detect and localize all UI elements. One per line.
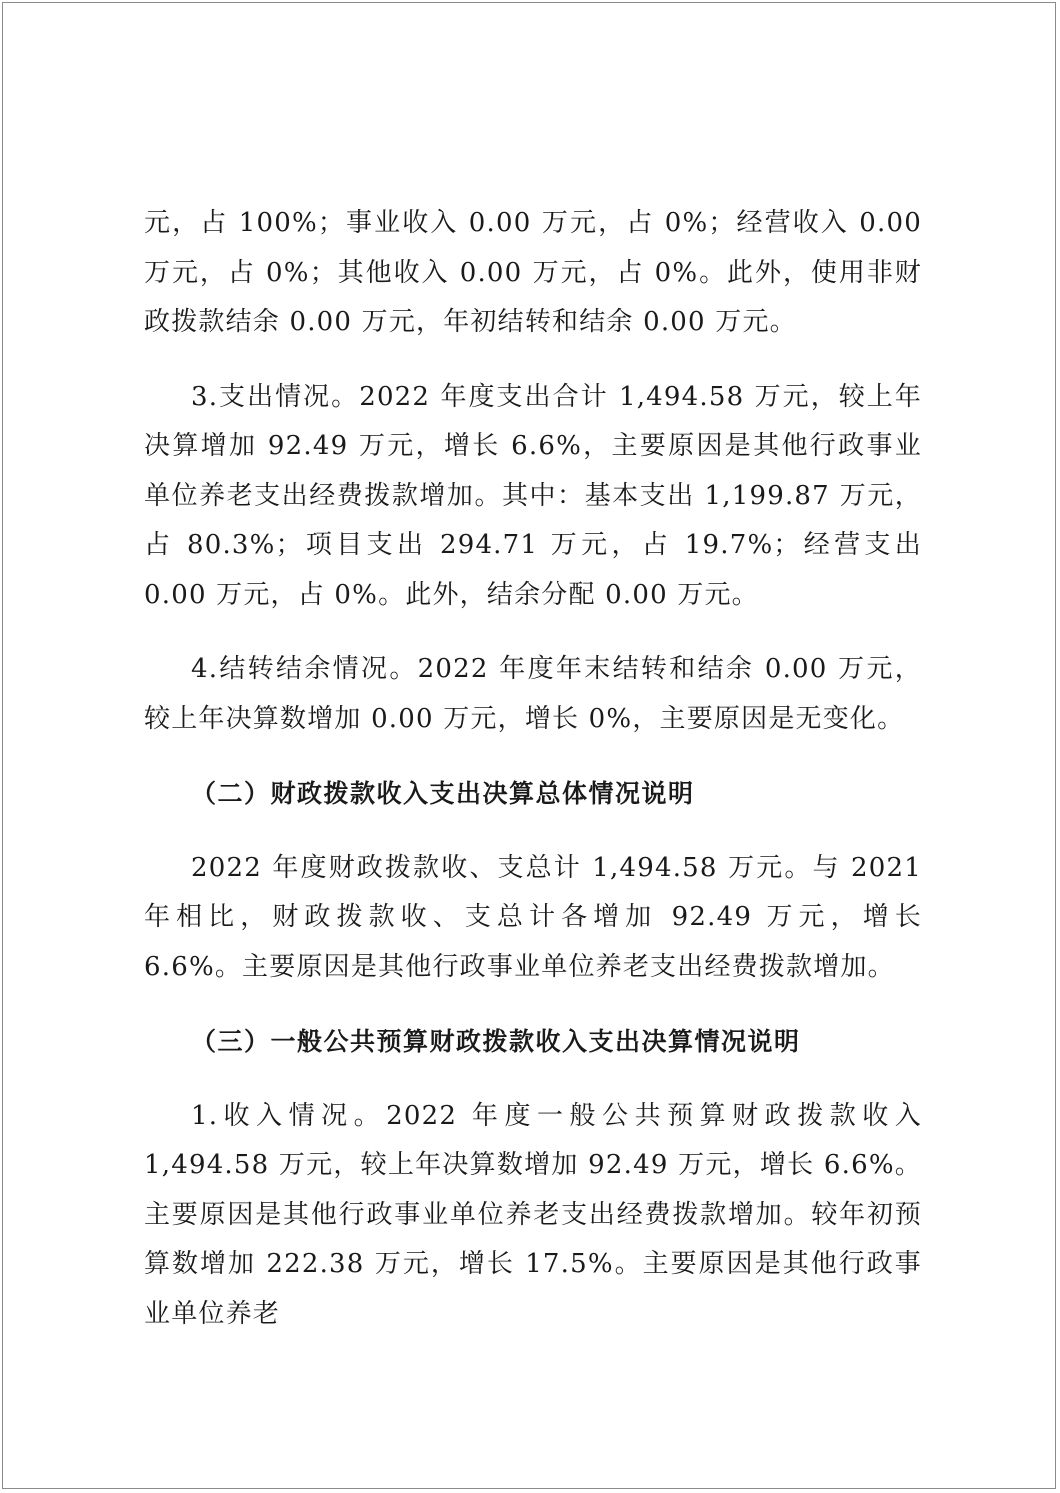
document-body <box>144 199 922 1364</box>
paragraph-income-continued: 元，占 100%；事业收入 0.00 万元，占 0%；经营收入 0.00 万元，占 0%；其他收入 0.00 万元，占 0%。此外，使用非财政拨款结余 0.00 万元，年初结转和结余 0.00 万元。 <box>144 208 922 337</box>
paragraph-fiscal-overall: 2022 年度财政拨款收、支总计 1,494.58 万元。与 2021 年相比，财政拨款收、支总计各增加 92.49 万元，增长 6.6%。主要原因是其他行政事业单位养老支出经费拨款增加。 <box>144 852 922 982</box>
paragraph-general-budget-income: 1.收入情况。2022 年度一般公共预算财政拨款收入 1,494.58 万元，较上年决算数增加 92.49 万元，增长 6.6%。主要原因是其他行政事业单位养老支出经费拨款增加。较年初预算数增加 222.38 万元，增长 17.5%。主要原因是其他行政事业单位养老 <box>144 1100 922 1329</box>
section-heading-fiscal-overall: （二）财政拨款收入支出决算总体情况说明 <box>191 779 695 808</box>
paragraph-expenditure: 3.支出情况。2022 年度支出合计 1,494.58 万元，较上年决算增加 92.49 万元，增长 6.6%，主要原因是其他行政事业单位养老支出经费拨款增加。其中：基本支出 1,199.87 万元，占 80.3%；项目支出 294.71 万元，占 19.7%；经营支出 0.00 万元，占 0%。此外，结余分配 0.00 万元。 <box>144 381 922 610</box>
section-heading-general-budget: （三）一般公共预算财政拨款收入支出决算情况说明 <box>191 1027 801 1056</box>
document-page <box>2 2 1056 1489</box>
paragraph-carryover: 4.结转结余情况。2022 年度年末结转和结余 0.00 万元，较上年决算数增加 0.00 万元，增长 0%，主要原因是无变化。 <box>144 654 922 734</box>
